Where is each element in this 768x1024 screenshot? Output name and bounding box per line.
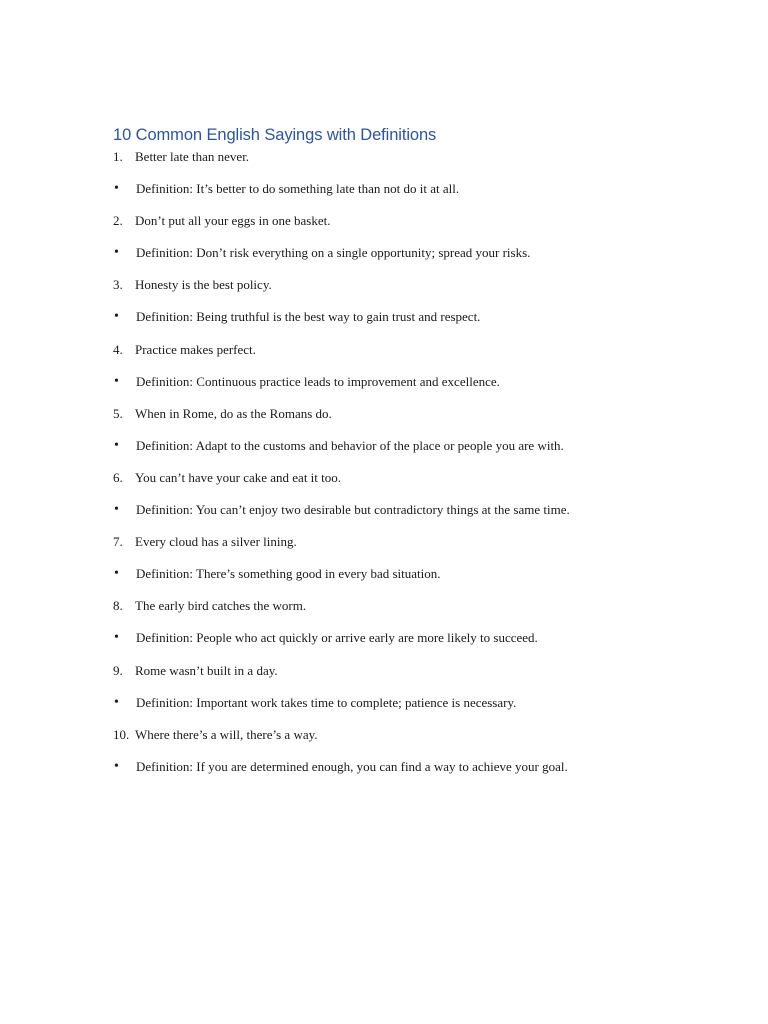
list-number: 1. (113, 149, 123, 164)
definition-text: Definition: Being truthful is the best way to gain trust and respect. (136, 309, 481, 325)
saying-text: Better late than never. (135, 149, 250, 164)
bullet-icon: • (114, 758, 119, 774)
definition-row (113, 564, 713, 596)
saying-text: The early bird catches the worm. (135, 598, 307, 614)
saying-text: Practice makes perfect. (135, 341, 256, 357)
definition-text: Definition: There’s something good in every bad situation. (136, 566, 441, 582)
saying-text: When in Rome, do as the Romans do. (135, 405, 332, 421)
saying-row (113, 404, 713, 436)
saying-text: Honesty is the best policy. (135, 277, 272, 293)
bullet-icon: • (114, 373, 119, 389)
definition-text: Definition: If you are determined enough, you can find a way to achieve your goal. (136, 758, 568, 774)
saying-row (113, 532, 713, 564)
saying-text: Rome wasn’t built in a day. (135, 662, 278, 678)
list-number: 5. (113, 405, 123, 421)
document-body (113, 124, 713, 789)
bullet-icon: • (114, 630, 119, 646)
saying-text: Don’t put all your eggs in one basket. (135, 213, 331, 229)
bullet-icon: • (114, 181, 119, 197)
saying-row (113, 725, 713, 757)
bullet-icon: • (114, 309, 119, 325)
saying-text: You can’t have your cake and eat it too. (135, 469, 342, 485)
saying-text: Every cloud has a silver lining. (135, 534, 297, 550)
bullet-icon: • (114, 245, 119, 261)
definition-text: Definition: People who act quickly or arrive early are more likely to succeed. (136, 630, 538, 646)
saying-text: Where there’s a will, there’s a way. (135, 726, 318, 742)
saying-row (113, 596, 713, 628)
list-number: 7. (113, 534, 123, 550)
bullet-icon: • (114, 566, 119, 582)
definition-row (113, 500, 713, 532)
saying-row (113, 661, 713, 693)
definition-row (113, 179, 713, 211)
bullet-icon: • (114, 694, 119, 710)
list-number: 8. (113, 598, 123, 614)
bullet-icon: • (114, 437, 119, 453)
definition-row (113, 243, 713, 275)
saying-row (113, 211, 713, 243)
document-title: 10 Common English Sayings with Definitions (113, 126, 437, 144)
saying-row (113, 147, 713, 179)
list-number: 6. (113, 469, 123, 485)
definition-text: Definition: It’s better to do something late than not do it at all. (136, 181, 460, 197)
definition-text: Definition: Adapt to the customs and behavior of the place or people you are with. (136, 437, 564, 453)
list-number: 3. (113, 277, 123, 293)
definition-text: Definition: You can’t enjoy two desirable but contradictory things at the same time. (136, 502, 570, 518)
list-number: 9. (113, 662, 123, 678)
definition-text: Definition: Important work takes time to complete; patience is necessary. (136, 694, 517, 710)
definition-row (113, 628, 713, 660)
definition-row (113, 436, 713, 468)
definition-text: Definition: Continuous practice leads to improvement and excellence. (136, 373, 500, 389)
sayings-list (113, 147, 713, 789)
list-number: 10. (113, 726, 130, 742)
list-number: 4. (113, 341, 123, 357)
list-number: 2. (113, 213, 123, 229)
saying-row (113, 468, 713, 500)
definition-row (113, 307, 713, 339)
saying-row (113, 275, 713, 307)
bullet-icon: • (114, 502, 119, 518)
definition-row (113, 757, 713, 789)
definition-row (113, 693, 713, 725)
saying-row (113, 340, 713, 372)
definition-row (113, 372, 713, 404)
definition-text: Definition: Don’t risk everything on a single opportunity; spread your risks. (136, 245, 531, 261)
